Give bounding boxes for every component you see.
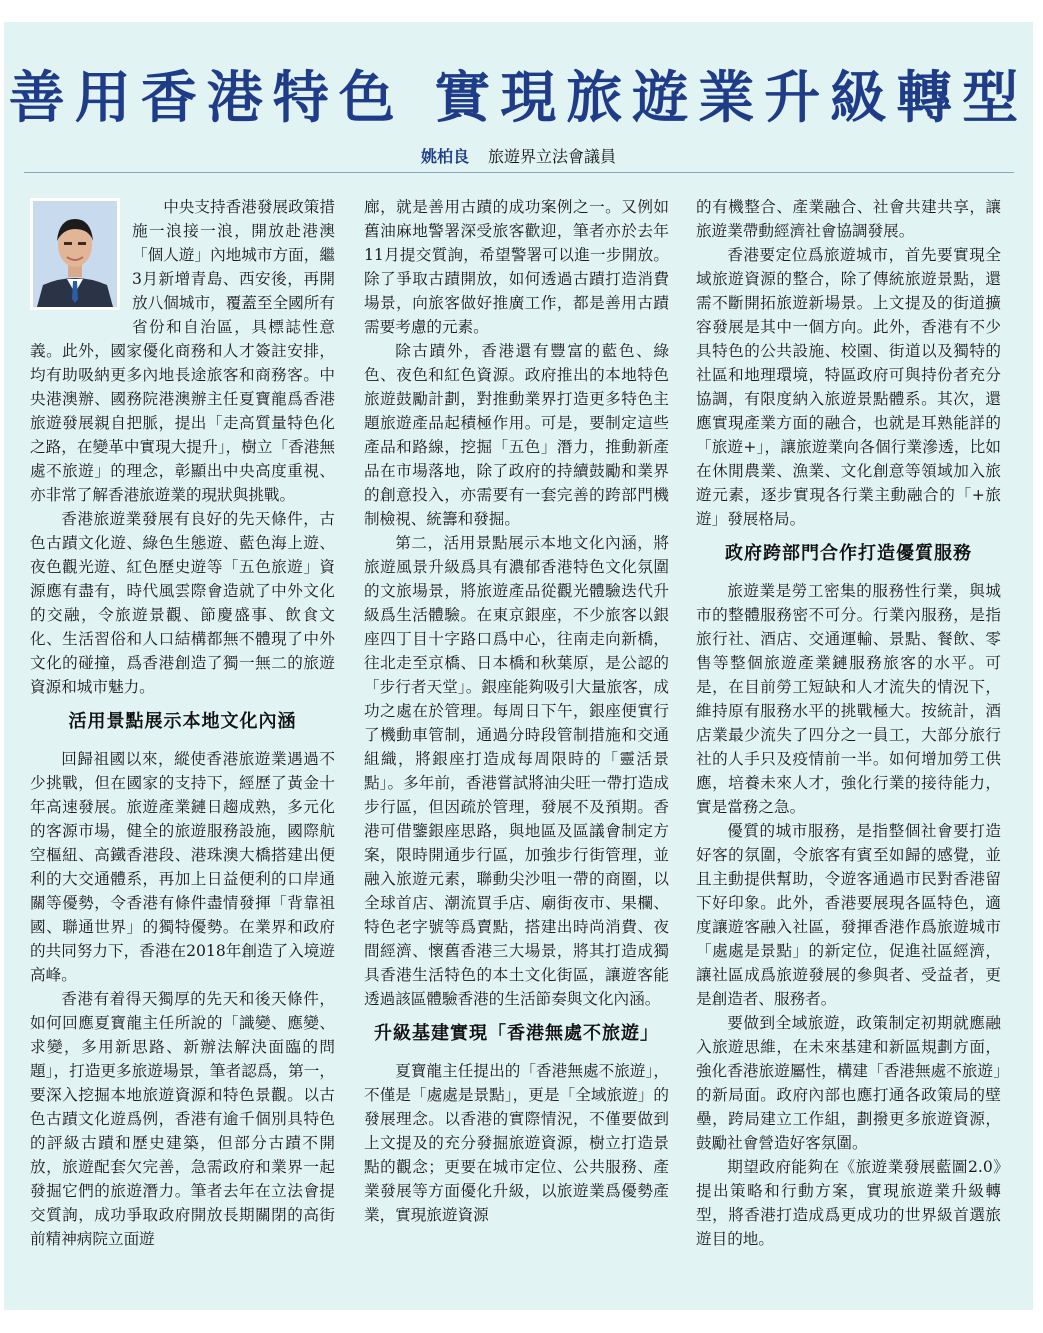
- photo-spacer: [30, 195, 132, 335]
- article-column-2: [364, 195, 669, 1227]
- paragraph: 期望政府能夠在《旅遊業發展藍圖2.0》提出策略和行動方案，實現旅遊業升級轉型，將香港打造成爲更成功的世界級首選旅遊目的地。: [696, 1158, 1001, 1248]
- paragraph: 優質的城市服務，是指整個社會要打造好客的氛圍，令旅客有賓至如歸的感覺，並且主動提供幫助，令遊客通過市民對香港留下好印象。此外，香港要展現各區特色，適度讓遊客融入社區，發揮香港作爲旅遊城市「處處是景點」的新定位，促進社區經濟，讓社區成爲旅遊發展的參與者、受益者，更是創造者、服務者。: [696, 822, 1001, 1008]
- paragraph: 香港要定位爲旅遊城市，首先要實現全域旅遊資源的整合，除了傳統旅遊景點，還需不斷開拓旅遊新場景。上文提及的街道擴容發展是其中一個方向。此外，香港有不少具特色的公共設施、校園、街道以及獨特的社區和地理環境，特區政府可與持份者充分協調，有限度納入旅遊景點體系。其次，還應實現產業方面的融合，也就是耳熟能詳的「旅遊+」，讓旅遊業向各個行業滲透，比如在休閒農業、漁業、文化創意等領域加入旅遊元素，逐步實現各行業主動融合的「+旅遊」發展格局。: [696, 246, 1001, 528]
- article-column-3: [696, 195, 1001, 1251]
- paragraph: 除古蹟外，香港還有豐富的藍色、綠色、夜色和紅色資源。政府推出的本地特色旅遊鼓勵計劃，對推動業界打造更多特色主題旅遊產品起積極作用。可是，要制定這些產品和路線，挖掘「五色」潛力，推動新產品在市場落地，除了政府的持續鼓勵和業界的創意投入，亦需要有一套完善的跨部門機制檢視、統籌和發掘。: [364, 342, 669, 528]
- author-title: 旅遊界立法會議員: [488, 147, 617, 166]
- paragraph: 廊，就是善用古蹟的成功案例之一。又例如舊油麻地警署深受旅客歡迎，筆者亦於去年11月提交質詢，希望警署可以進一步開放。除了爭取古蹟開放，如何透過古蹟打造消費場景，向旅客做好推廣工作，都是善用古蹟需要考慮的元素。: [364, 198, 669, 336]
- paragraph: 旅遊業是勞工密集的服務性行業，與城市的整體服務密不可分。行業內服務，是指旅行社、酒店、交通運輸、景點、餐飲、零售等整個旅遊產業鏈服務旅客的水平。可是，在目前勞工短缺和人才流失的情況下，維持原有服務水平的挑戰極大。按統計，酒店業最少流失了四分之一員工，大部分旅行社的人手只及疫情前一半。如何增加勞工供應，培養未來人才，強化行業的接待能力，實是當務之急。: [696, 582, 1001, 816]
- paragraph: 要做到全域旅遊，政策制定初期就應融入旅遊思維，在未來基建和新區規劃方面，強化香港旅遊屬性，構建「香港無處不旅遊」的新局面。政府內部也應打通各政策局的壁壘，跨局建立工作組，劃撥更多旅遊資源，鼓勵社會營造好客氛圍。: [696, 1014, 1001, 1152]
- paragraph: 回歸祖國以來，縱使香港旅遊業遇過不少挑戰，但在國家的支持下，經歷了黃金十年高速發展。旅遊產業鏈日趨成熟，多元化的客源市場，健全的旅遊服務設施，國際航空樞紐、高鐵香港段、港珠澳大橋搭建出便利的大交通體系，再加上日益便利的口岸通關等優勢，令香港有條件盡情發揮「背靠祖國、聯通世界」的獨特優勢。在業界和政府的共同努力下，香港在2018年創造了入境遊高峰。: [30, 750, 335, 984]
- byline: [4, 144, 1033, 167]
- paragraph: 香港旅遊業發展有良好的先天條件，古色古蹟文化遊、綠色生態遊、藍色海上遊、夜色觀光遊、紅色歷史遊等「五色旅遊」資源應有盡有，時代風雲際會造就了中外文化的交融，令旅遊景觀、節慶盛事、飲食文化、生活習俗和人口結構都無不體現了中外文化的碰撞，爲香港創造了獨一無二的旅遊資源和城市魅力。: [30, 510, 335, 696]
- paragraph: 第二，活用景點展示本地文化內涵，將旅遊風景升級爲具有濃郁香港特色文化氛圍的文旅場景，將旅遊產品從觀光體驗迭代升級爲生活體驗。在東京銀座，不少旅客以銀座四丁目十字路口爲中心，往南走向新橋，往北走至京橋、日本橋和秋葉原，是公認的「步行者天堂」。銀座能夠吸引大量旅客，成功之處在於管理。每周日下午，銀座便實行了機動車管制，通過分時段管制措施和交通組織，將銀座打造成每周限時的「靈活景點」。多年前，香港嘗試將油尖旺一帶打造成步行區，但因疏於管理，發展不及預期。香港可借鑒銀座思路，與地區及區議會制定方案，限時開通步行區，加強步行街管理，並融入旅遊元素，聯動尖沙咀一帶的商圈，以全球首店、潮流買手店、廟街夜市、果欄、特色老字號等爲賣點，搭建出時尚消費、夜間經濟、懷舊香港三大場景，將其打造成獨具香港生活特色的本土文化街區，讓遊客能透過該區體驗香港的生活節奏與文化內涵。: [364, 534, 669, 1008]
- paragraph: 夏寶龍主任提出的「香港無處不旅遊」，不僅是「處處是景點」，更是「全域旅遊」的發展理念。以香港的實際情況，不僅要做到上文提及的充分發掘旅遊資源，樹立打造景點的觀念；更要在城市定位、公共服務、產業發展等方面優化升級，以旅遊業爲優勢產業，實現旅遊資源: [364, 1062, 669, 1224]
- paragraph: [30, 195, 335, 507]
- author-name: 姚柏良: [420, 147, 469, 166]
- subheading: 升級基建實現「香港無處不旅遊」: [374, 1023, 659, 1044]
- headline: 善用香港特色 實現旅遊業升級轉型: [8, 65, 1029, 131]
- subheading: 政府跨部門合作打造優質服務: [725, 543, 972, 564]
- paragraph-text: 中央支持香港發展政策措施一浪接一浪，開放赴港澳「個人遊」內地城市方面，繼3月新增青島、西安後，再開放八個城市，覆蓋至全國所有省份和自治區，具標誌性意義。此外，國家優化商務和人才簽註安排，均有助吸納更多內地長途旅客和商務客。中央港澳辦、國務院港澳辦主任夏寶龍爲香港旅遊發展親自把脈，提出「走高質量特色化之路，在變革中實現大提升」，樹立「香港無處不旅遊」的理念，彰顯出中央高度重視、亦非常了解香港旅遊業的現狀與挑戰。: [30, 198, 335, 504]
- header-divider: [24, 172, 1014, 173]
- paragraph: 的有機整合、產業融合、社會共建共享，讓旅遊業帶動經濟社會協調發展。: [696, 198, 1001, 240]
- article-column-1: [30, 195, 335, 1251]
- paragraph: 香港有着得天獨厚的先天和後天條件，如何回應夏寶龍主任所說的「識變、應變、求變，多用新思路、新辦法解決面臨的問題」，打造更多旅遊場景，筆者認爲，第一，要深入挖掘本地旅遊資源和特色景觀。以古色古蹟文化遊爲例，香港有逾千個別具特色的評級古蹟和歷史建築，但部分古蹟不開放，旅遊配套欠完善，急需政府和業界一起發掘它們的旅遊潛力。筆者去年在立法會提交質詢，成功爭取政府開放長期關閉的高街前精神病院立面遊: [30, 990, 335, 1248]
- subheading: 活用景點展示本地文化內涵: [68, 711, 297, 732]
